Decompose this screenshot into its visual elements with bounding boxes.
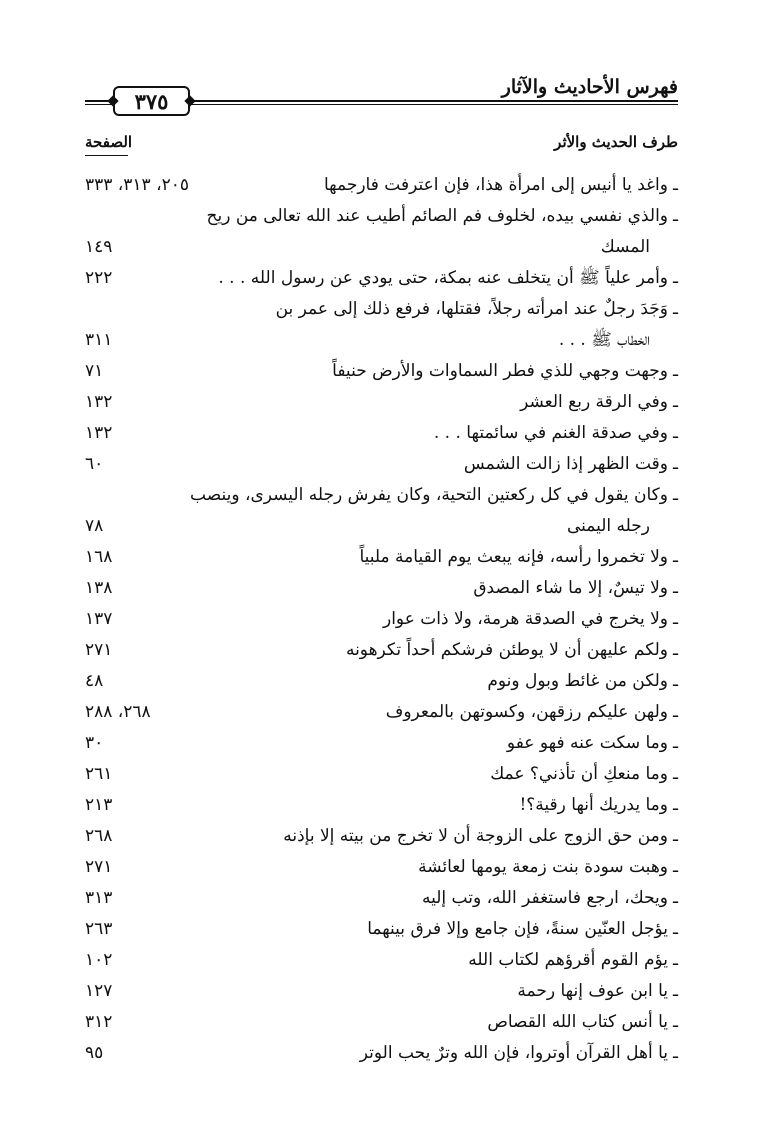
entry-text bbox=[85, 728, 678, 759]
entry-text bbox=[85, 976, 678, 1007]
index-entry bbox=[85, 697, 678, 728]
entry-pages: ٢٢٢ bbox=[85, 268, 113, 288]
index-entry bbox=[85, 728, 678, 759]
entry-first-line: وما منعكِ أن تأذني؟ عمك bbox=[490, 764, 668, 784]
entry-text bbox=[85, 914, 678, 945]
entry-text bbox=[85, 883, 678, 914]
index-entry bbox=[85, 480, 678, 542]
entry-pages: ٣٠ bbox=[85, 733, 104, 753]
entry-text bbox=[85, 542, 678, 573]
index-entry bbox=[85, 170, 678, 201]
entry-pages: ٣١٣ bbox=[85, 888, 113, 908]
entry-pages: ٧٨ bbox=[85, 516, 104, 536]
entry-first-line: وجهت وجهي للذي فطر السماوات والأرض حنيفاً bbox=[332, 361, 668, 381]
entry-pages: ١٤٩ bbox=[85, 237, 113, 257]
column-heading-text: طرف الحديث والأثر bbox=[554, 133, 678, 151]
entry-text bbox=[85, 759, 678, 790]
entry-first-line: يؤم القوم أقرؤهم لكتاب الله bbox=[468, 950, 668, 970]
entry-text bbox=[85, 387, 678, 418]
index-entry bbox=[85, 263, 678, 294]
entry-first-line: وما سكت عنه فهو عفو bbox=[506, 733, 668, 753]
entry-text bbox=[85, 821, 678, 852]
entry-first-line: وفي صدقة الغنم في سائمتها . . . bbox=[433, 423, 668, 443]
entry-text bbox=[85, 294, 678, 356]
header-rule bbox=[190, 100, 678, 102]
entry-text bbox=[85, 418, 678, 449]
entry-first-line: ولكم عليهن أن لا يوطئن فرشكم أحداً تكرهونه bbox=[345, 640, 668, 660]
entry-first-line: ولا تيسٌ، إلا ما شاء المصدق bbox=[473, 578, 668, 598]
index-entry bbox=[85, 852, 678, 883]
entry-first-line: ولا يخرج في الصدقة هرمة، ولا ذات عوار bbox=[382, 609, 668, 629]
entry-first-line: وأمر علياً ﷺ أن يتخلف عنه بمكة، حتى يودي عن رسول الله . . . bbox=[218, 268, 668, 288]
page-number-text: ٣٧٥ bbox=[134, 88, 169, 114]
entry-pages: ٣١١ bbox=[85, 330, 113, 350]
entry-text bbox=[85, 356, 678, 387]
entry-pages: ٣١٢ bbox=[85, 1012, 113, 1032]
index-entry bbox=[85, 666, 678, 697]
entry-first-line: يا أهل القرآن أوتروا، فإن الله وترٌ يحب الوتر bbox=[359, 1043, 668, 1063]
index-entry bbox=[85, 883, 678, 914]
entry-text bbox=[85, 1038, 678, 1069]
entry-first-line: ولهن عليكم رزقهن، وكسوتهن بالمعروف bbox=[385, 702, 668, 722]
running-title: فهرس الأحاديث والآثار bbox=[501, 76, 678, 98]
entry-first-line: ومن حق الزوج على الزوجة أن لا تخرج من بيته إلا بإذنه bbox=[283, 826, 668, 846]
entry-continuation: رجله اليمنى bbox=[566, 516, 650, 536]
entry-text bbox=[85, 666, 678, 697]
entry-text bbox=[85, 635, 678, 666]
index-entry bbox=[85, 914, 678, 945]
entry-first-line: ولكن من غائط وبول ونوم bbox=[487, 671, 668, 691]
index-entry bbox=[85, 356, 678, 387]
index-entry bbox=[85, 573, 678, 604]
entry-pages: ١٢٧ bbox=[85, 981, 113, 1001]
entry-pages: ١٣٢ bbox=[85, 423, 113, 443]
index-entry bbox=[85, 1007, 678, 1038]
entry-first-line: وما يدريك أنها رقية؟! bbox=[519, 795, 668, 815]
entry-first-line: وهبت سودة بنت زمعة يومها لعائشة bbox=[418, 857, 668, 877]
entry-pages: ٢٠٥، ٣١٣، ٣٣٣ bbox=[85, 175, 189, 195]
entry-pages: ٢٦٨ bbox=[85, 826, 113, 846]
index-entry bbox=[85, 294, 678, 356]
index-entry bbox=[85, 1038, 678, 1069]
entry-first-line: والذي نفسي بيده، لخلوف فم الصائم أطيب عند الله تعالى من ريح bbox=[206, 206, 668, 226]
entry-first-line: وَجَدَ رجلٌ عند امرأته رجلاً، فقتلها، فرفع ذلك إلى عمر بن bbox=[275, 299, 668, 319]
index-entry bbox=[85, 945, 678, 976]
header-rule-left-thin bbox=[85, 104, 113, 105]
entry-text bbox=[85, 573, 678, 604]
entry-pages: ١٣٢ bbox=[85, 392, 113, 412]
entry-pages: ٢٧١ bbox=[85, 857, 113, 877]
page-number bbox=[113, 86, 190, 116]
entry-first-line: وفي الرقة ربع العشر bbox=[520, 392, 668, 412]
entry-continuation: المسك bbox=[600, 237, 650, 257]
entry-first-line: واغد يا أنيس إلى امرأة هذا، فإن اعترفت فارجمها bbox=[323, 175, 668, 195]
entry-pages: ٢٦٣ bbox=[85, 919, 113, 939]
entry-pages: ١٣٨ bbox=[85, 578, 113, 598]
entry-continuation: الخطاب ﷺ . . . bbox=[558, 330, 650, 350]
entry-text bbox=[85, 945, 678, 976]
entry-first-line: ولا تخمروا رأسه، فإنه يبعث يوم القيامة ملبياً bbox=[359, 547, 668, 567]
entry-pages: ٢٧١ bbox=[85, 640, 113, 660]
entry-pages: ٤٨ bbox=[85, 671, 104, 691]
entry-text bbox=[85, 697, 678, 728]
entry-pages: ٢١٣ bbox=[85, 795, 113, 815]
index-entry bbox=[85, 449, 678, 480]
entry-pages: ٩٥ bbox=[85, 1043, 104, 1063]
entry-text bbox=[85, 604, 678, 635]
entry-text bbox=[85, 201, 678, 263]
entry-pages: ١٣٧ bbox=[85, 609, 113, 629]
entry-first-line: وكان يقول في كل ركعتين التحية، وكان يفرش رجله اليسرى، وينصب bbox=[190, 485, 668, 505]
entry-pages: ٢٦١ bbox=[85, 764, 113, 784]
entry-text bbox=[85, 1007, 678, 1038]
index-entry bbox=[85, 976, 678, 1007]
index-entry bbox=[85, 821, 678, 852]
entry-text bbox=[85, 480, 678, 542]
entry-first-line: يا ابن عوف إنها رحمة bbox=[517, 981, 668, 1001]
entry-pages: ١٦٨ bbox=[85, 547, 113, 567]
index-entry bbox=[85, 542, 678, 573]
header-rule-thin bbox=[190, 104, 678, 105]
entry-pages: ٧١ bbox=[85, 361, 104, 381]
entry-first-line: يؤجل العنّين سنةً، فإن جامع وإلا فرق بينهما bbox=[367, 919, 668, 939]
index-entry bbox=[85, 387, 678, 418]
entry-first-line: وقت الظهر إذا زالت الشمس bbox=[463, 454, 668, 474]
index-entry bbox=[85, 418, 678, 449]
entry-text bbox=[85, 449, 678, 480]
entry-pages: ١٠٢ bbox=[85, 950, 113, 970]
index-entry bbox=[85, 604, 678, 635]
entry-text bbox=[85, 852, 678, 883]
index-entries bbox=[85, 170, 678, 1069]
entry-pages: ٦٠ bbox=[85, 454, 104, 474]
column-heading-page: الصفحة bbox=[85, 133, 133, 151]
entry-text bbox=[85, 263, 678, 294]
index-entry bbox=[85, 635, 678, 666]
index-entry bbox=[85, 201, 678, 263]
heading-underline bbox=[85, 155, 128, 156]
index-entry bbox=[85, 790, 678, 821]
entry-pages: ٢٦٨، ٢٨٨ bbox=[85, 702, 151, 722]
entry-first-line: ويحك، ارجع فاستغفر الله، وتب إليه bbox=[421, 888, 668, 908]
entry-text bbox=[85, 790, 678, 821]
index-entry bbox=[85, 759, 678, 790]
entry-first-line: يا أنس كتاب الله القصاص bbox=[487, 1012, 668, 1032]
